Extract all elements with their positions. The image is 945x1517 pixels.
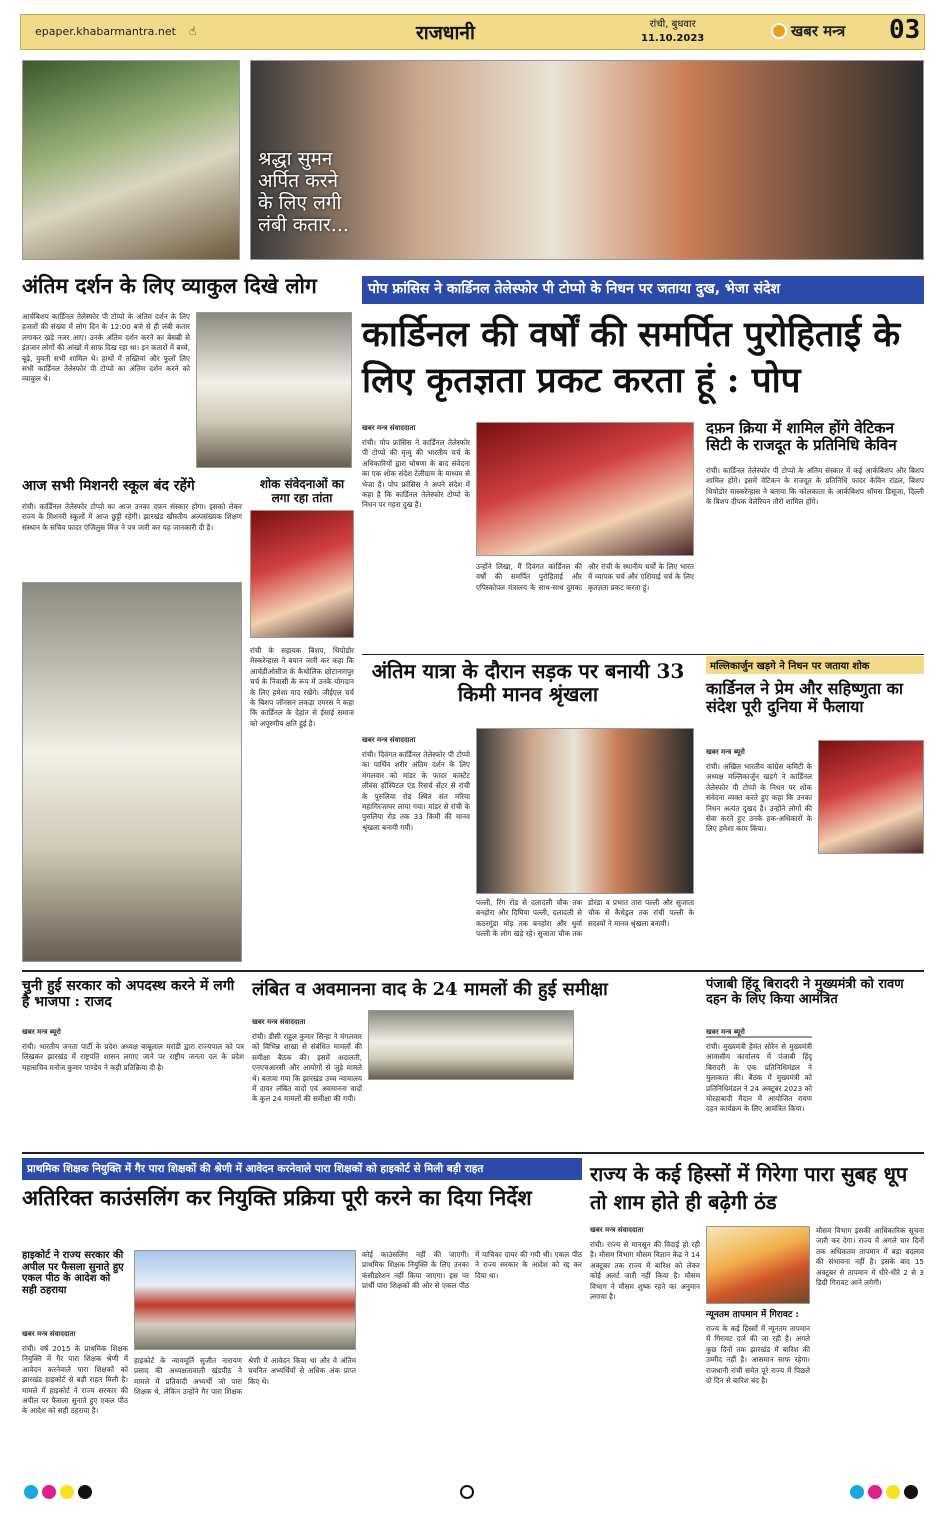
article-chain-body: रांची। दिवंगत कार्डिनल तेलेस्फोर पी टोप्पो का पार्थिव शरीर अंतिम दर्शन के लिए मंगलवार को मांडर के फादर कांस्टेंट लीवंस हॉस्पिटल एंड रिसर्च सेंटर से रांची के पुरुलिया रोड स्थित संत मरिया महागिरजाघर लाया गया। मांडर से रांची के पुरुलिया रोड तक 33 किमी की मानव श्रृंखला बनायी गयी। <box>362 750 470 832</box>
banner-pope-condolence: पोप फ्रांसिस ने कार्डिनल तेलेस्फोर पी टोप्पो के निधन पर जताया दुख, भेजा संदेश <box>362 276 924 304</box>
article-weather-body: रांची। राज्य से मानसून की विदाई हो रही है। मौसम विभाग मौसम विज्ञान केंद्र ने 14 अक्टूबर तक राज्य में बारिश को लेकर कोई अलर्ट जारी नहीं किया है। मौसम विभाग ने मौसम शुष्क रहने का अनुमान लगाया है। <box>590 1240 700 1302</box>
main-headline-pope: कार्डिनल की वर्षों की समर्पित पुरोहिताई के लिए कृतज्ञता प्रकट करता हूं : पोप <box>362 314 901 401</box>
section-title: राजधानी <box>416 22 475 44</box>
photo-casket-viewing <box>22 582 242 962</box>
black-dot-icon <box>78 1485 92 1499</box>
kicker-kharge: मल्लिकार्जुन खड़गे ने निधन पर जताया शोक <box>706 656 924 674</box>
article-vatican-body: रांची। कार्डिनल तेलेस्फोर पी टोप्पो के अंतिम संस्कार में कई आर्कबिशप और बिशप शामिल होंगे। इसमें वेटिकन के राजदूत के प्रतिनिधि फादर केविन रांडल, बिशप थियोडोर मास्करेन्हास ने बताया कि कोलकाता के आर्कबिशप थॉमस डिसूजा, दिल्ली के बिशप दीपक वेलेरियन तौरो शामिल होंगे। <box>706 466 924 507</box>
registration-target-icon <box>460 1485 474 1499</box>
photo-cardinal-portrait <box>818 740 924 854</box>
headline-kharge: कार्डिनल ने प्रेम और सहिष्णुता का संदेश पूरी दुनिया में फैलाया <box>706 679 904 717</box>
article-hc-continued: हाइकोर्ट के न्यायमूर्ति सुजीत नारायण प्रसाद की अध्यक्षतावाली खंडपीठ ने मामले में प्रतिवादी अभ्यर्थी जो पारा शिक्षक थे, लेकिन उन्होंने गैर पारा शिक्षक श्रेणी में आवेदन किया था और वे अंतिम चयनित अभ्यर्थियों से अधिक अंक प्राप्त किए थे। <box>134 1356 356 1397</box>
site-url[interactable]: epaper.khabarmantra.net <box>35 25 176 38</box>
photo-bonfire <box>706 1226 810 1304</box>
article-punjabi-body: रांची। मुख्यमंत्री हेमंत सोरेन से मुख्यमंत्री आवासीय कार्यालय में पंजाबी हिंदू बिरादरी के एक प्रतिनिधिमंडल ने मुलाकात की। बैठक में मुख्यमंत्री को प्रतिनिधिमंडल ने 24 अक्टूबर 2023 को मोरहाबादी मैदान में आयोजित रावण दहन कार्यक्रम के लिए आमंत्रित किया। <box>706 1042 812 1114</box>
article-pope-body: रांची। पोप फ्रांसिस ने कार्डिनल तेलेस्फोर पी टोप्पो की मृत्यु की भारतीय चर्च के अधिकारियों द्वारा घोषणा के बाद संवेदना का एक शोक संदेश टेलीग्राम के माध्यम से भेजा है। पोप फ्रांसिस ने अपने संदेश में कहा है कि कार्डिनल तेलेस्फोर टोप्पो के निधन पर गहरा दुख है। <box>362 438 470 510</box>
dateline <box>641 18 704 46</box>
city-day: रांची, बुधवार <box>649 19 696 30</box>
article-schools-body: रांची। कार्डिनल तेलेस्फोर टोप्पो का आज उनका दफ़न संस्कार होगा। इसको लेकर राज्य के मिशनरी स्कूलों में आज छुट्टी रहेगी। झारखंड खीस्तीय अल्पसंख्यक शिक्षण संस्थान के सचिव फादर एंजिलुस मिंज ने पत्र जारी कर यह जानकारी दी है। <box>22 502 242 532</box>
brand-name: खबर मन्त्र <box>791 22 846 40</box>
article-chain-continued: पल्ली, रिंग रोड से दलादली चौक तक बनहोरा और दिघिया पल्ली, दलादली से कठरगुंडा मोड़ तक बनहोरा और धुर्वा पल्ली के लोग खड़े रहे। सुजाता चौक तक डोरंडा व प्रभात तारा पल्ली और सुजाता चौक से कैथेड्रल तक रांची पल्ली के सदस्यों ने मानव श्रृंखला बनायी। <box>476 898 694 939</box>
headline-last-darshan: अंतिम दर्शन के लिए व्याकुल दिखे लोग <box>22 273 317 298</box>
yellow-dot-icon <box>60 1485 74 1499</box>
photo-review-meeting <box>368 1010 574 1080</box>
byline-bjp: खबर मन्त्र ब्यूरो <box>22 1028 61 1036</box>
yellow-dot-icon <box>886 1485 900 1499</box>
photo-cardinal-casket <box>476 422 694 556</box>
photo-mourners <box>196 312 352 468</box>
byline-cases: खबर मन्त्र संवाददाता <box>252 1018 306 1026</box>
article-hc-body: रांची। वर्ष 2015 के प्राथमिक शिक्षक नियुक्ति में गैर पारा शिक्षक श्रेणी में आवेदन करनेवाले पारा शिक्षकों को झारखंड हाइकोर्ट से बड़ी राहत मिली है। मामले में हाइकोर्ट ने राज्य सरकार की अपील पर फैसला सुनाते हुए एकल पीठ के आदेश को सही ठहराया है। <box>22 1344 128 1416</box>
divider <box>362 654 924 655</box>
cyan-dot-icon <box>24 1485 38 1499</box>
kicker-high-court: हाइकोर्ट ने राज्य सरकार की अपील पर फैसला सुनाते हुए एकल पीठ के आदेश को सही ठहराया <box>22 1250 124 1296</box>
cyan-dot-icon <box>850 1485 864 1499</box>
headline-schools-closed: आज सभी मिशनरी स्कूल बंद रहेंगे <box>22 478 195 494</box>
headline-counseling: अतिरिक्त काउंसलिंग कर नियुक्ति प्रक्रिया पूरी करने का दिया निर्देश <box>22 1185 532 1210</box>
magenta-dot-icon <box>42 1485 56 1499</box>
headline-punjabi-hindu: पंजाबी हिंदू बिरादरी ने मुख्यमंत्री को रावण दहन के लिए किया आमंत्रित <box>706 977 904 1007</box>
photo-high-court <box>134 1250 356 1350</box>
article-temp-body: राज्य के कई हिस्सों में न्यूनतम तापमान में गिरावट दर्ज की जा रही है। अगले कुछ दिनों तक झारखंड में बारिश की उम्मीद नहीं है। आसमान साफ रहेगा। राजधानी रांची समेत पूरे राज्य में पिछले दो दिन से बारिश बंद है। <box>706 1324 810 1386</box>
article-darshan-body: आर्चबिशप कार्डिनल तेलेस्फोर पी टोप्पो के अंतिम दर्शन के लिए हजारों की संख्या में लोग दिन के 12:00 बजे से ही लंबी कतार लगाकर खड़े नजर आए। उनके अंतिम दर्शन करने का बेसब्री से इंतजार लोगों की आंखों में साफ दिख रहा था। इन कतारों में बच्चे, बूढ़े, युवती सभी शामिल थे। हाथों में तख्तियां और फूलों लिए सभी कार्डिनल तेलेस्फोर पी टोप्पो का अंतिम दर्शन करने को व्याकुल थे। <box>22 312 190 384</box>
magenta-dot-icon <box>868 1485 882 1499</box>
divider <box>22 970 924 972</box>
headline-human-chain: अंतिम यात्रा के दौरान सड़क पर बनायी 33 किमी मानव श्रृंखला <box>371 659 685 706</box>
headline-bjp-rjd: चुनी हुई सरकार को अपदस्थ करने में लगी है भाजपा : राजद <box>22 978 235 1011</box>
page-number: 03 <box>889 15 921 45</box>
photo-casket-procession <box>22 60 240 260</box>
byline-kharge: खबर मन्त्र ब्यूरो <box>706 748 745 756</box>
article-hc-continued-2: कोई काउंसलिंग नहीं की जाएगी। प्राथमिक शिक्षक नियुक्ति के लिए उनका कंसीडरेशन नहीं किया जाएगा। इस पर प्रार्थी पारा शिक्षकों की ओर से एकल पीठ में याचिका दायर की गयी थी। एकल पीठ ने राज्य सरकार के आदेश को रद्द कर दिया था। <box>362 1250 582 1291</box>
black-dot-icon <box>904 1485 918 1499</box>
kicker-min-temp: न्यूनतम तापमान में गिरावट : <box>706 1310 799 1320</box>
byline-hc: खबर मन्त्र संवाददाता <box>22 1330 76 1338</box>
article-kharge-body: रांची। अखिल भारतीय कांग्रेस कमिटी के अध्यक्ष मल्लिकार्जुन खड़गे ने कार्डिनल तेलेस्फोर पी टोप्पो के निधन पर शोक संवेदना व्यक्त करते हुए कहा कि उनका निधन अत्यंत दुखद है। उन्होंने लोगों की सेवा करते हुए उनके हक-अधिकारों के लिए हमेशा काम किया। <box>706 762 812 834</box>
byline-weather: खबर मन्त्र संवाददाता <box>590 1226 644 1234</box>
byline-punjabi: खबर मन्त्र ब्यूरो <box>706 1028 745 1036</box>
article-weather-continued: मौसम विभाग इसकी आधिकारिक सूचना जारी कर देगा। राज्य में अगले चार दिनों तक अधिकतम तापमान में बड़ा बदलाव की संभावना नहीं है। इसके बाद 15 अक्टूबर से तापमान में धीरे-धीरे 2 से 3 डिग्री गिरावट आने लगेगी। <box>816 1226 924 1288</box>
headline-weather: राज्य के कई हिस्सों में गिरेगा पारा सुबह धूप तो शाम होते ही बढ़ेगी ठंड <box>590 1162 908 1214</box>
photo-bishops <box>250 510 354 638</box>
issue-date: 11.10.2023 <box>641 33 705 44</box>
headline-pending-cases: लंबित व अवमानना वाद के 24 मामलों की हुई समीक्षा <box>252 979 608 1000</box>
article-condolence-body: रांची के सहायक बिशप, थियोडोर मेस्करेन्हास ने बयान जारी कर कहा कि आर्चडीओसीज के कैथोलिक छोटानागपुर चर्च के निवासी के रूप में उनके योगदान के लिए हमेशा याद रखेंगे। जीईएल चर्च के बिशप जॉनसन लकड़ा एमरस ने कहा कि कार्डिनल के देहांत से ईसाई समाज को अपूरणीय क्षति हुई है। <box>250 646 354 728</box>
cursor-icon: ☝ <box>189 24 197 38</box>
photo-human-chain <box>476 728 694 894</box>
banner-para-teachers: प्राथमिक शिक्षक नियुक्ति में गैर पारा शिक्षकों की श्रेणी में आवेदन करनेवाले पारा शिक्षकों को हाइकोर्ट से मिली बड़ी राहत <box>22 1158 582 1180</box>
byline-chain: खबर मन्त्र संवाददाता <box>362 736 416 744</box>
brand-logo-icon <box>771 23 787 39</box>
photo-caption-overlay: श्रद्धा सुमन अर्पित करने के लिए लगी लंबी कतार... <box>258 148 349 236</box>
article-pope-continued: उन्होंने लिखा, मैं दिवंगत कार्डिनल की वर्षों की समर्पित पुरोहिताई और एपिस्कोपल मंत्रालय के साथ-साथ दुमका और रांची के स्थानीय चर्चों के लिए भारत में व्यापक चर्च और एशियाई चर्च के लिए कृतज्ञता प्रकट करता हूं। <box>476 562 694 592</box>
divider <box>22 1152 924 1154</box>
headline-condolences: शोक संवेदनाओं का लगा रहा तांता <box>259 477 345 505</box>
headline-vatican-envoy: दफ़न क्रिया में शामिल होंगे वेटिकन सिटी के राजदूत के प्रतिनिधि केविन <box>706 419 897 455</box>
article-bjp-body: रांची। भारतीय जनता पार्टी के प्रदेश अध्यक्ष बाबूलाल मरांडी द्वारा राज्यपाल को पत्र लिखकर झारखंड में राष्ट्रपति शासन लगाए जाने पर राष्ट्रीय जनता दल के प्रदेश महासचिव मनोज कुमार पाण्डेय ने कड़ी प्रतिक्रिया दी है। <box>22 1042 244 1072</box>
print-registration-marks <box>20 1480 925 1504</box>
article-cases-body: रांची। डीसी राहुल कुमार सिन्हा ने मंगलवार को विभिन्न शाखा से संबंधित मामलों की समीक्षा बैठक की। इसमें अदालती, एनएचआरसी और आयोगों से जुड़े मामले थे। बताया गया कि झारखंड उच्च न्यायालय में दायर लंबित वादों एवं अवमानना वादों के कुल 24 मामलों की समीक्षा की गयी। <box>252 1032 362 1104</box>
byline-pope: खबर मन्त्र संवाददाता <box>362 424 416 432</box>
photo-placeholder <box>706 1036 812 1038</box>
page-header <box>20 14 925 50</box>
